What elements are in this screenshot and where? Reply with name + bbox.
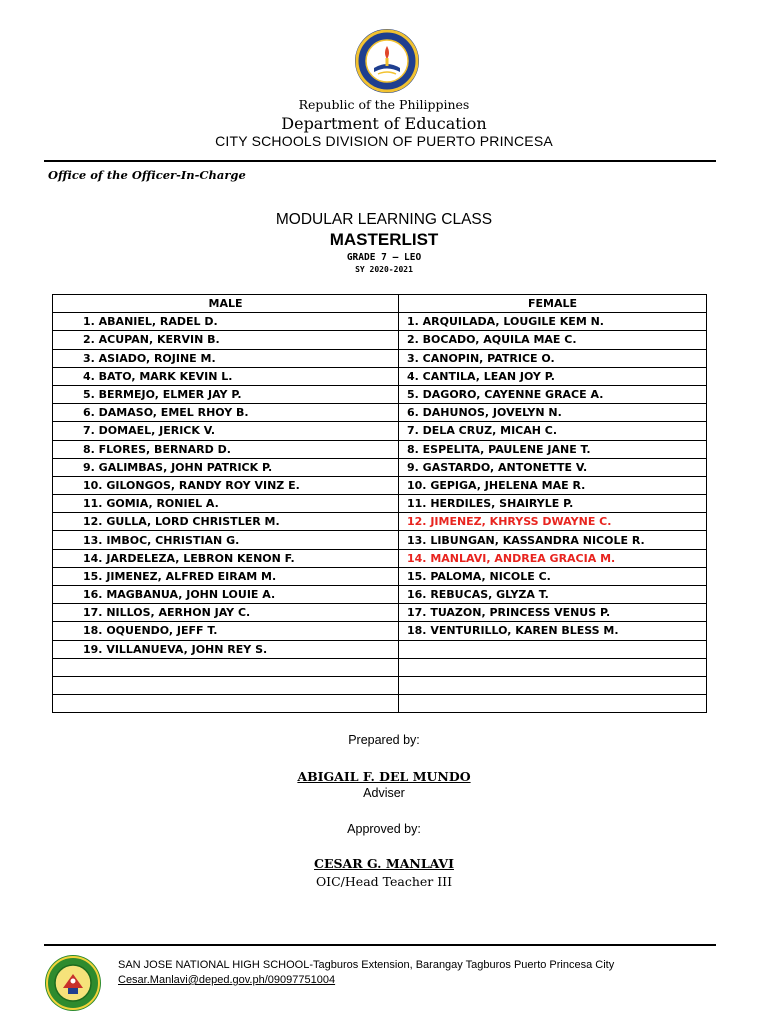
male-student-cell: 18. OQUENDO, JEFF T. [53, 622, 399, 640]
table-header-row [53, 295, 707, 313]
female-student-cell: 1. ARQUILADA, LOUGILE KEM N. [399, 313, 707, 331]
office-label: Office of the Officer-In-Charge [48, 168, 246, 182]
table-row [53, 367, 707, 385]
male-column-header: MALE [53, 295, 399, 313]
table-row [53, 385, 707, 403]
prepared-by-label: Prepared by: [348, 733, 420, 747]
table-row [53, 513, 707, 531]
school-year: SY 2020-2021 [355, 265, 413, 274]
adviser-name: ABIGAIL F. DEL MUNDO [297, 769, 471, 784]
male-student-cell [53, 676, 399, 694]
deped-division-seal-logo [354, 28, 420, 94]
male-student-cell: 7. DOMAEL, JERICK V. [53, 422, 399, 440]
masterlist-body [53, 313, 707, 713]
male-student-cell: 1. ABANIEL, RADEL D. [53, 313, 399, 331]
table-row [53, 549, 707, 567]
female-student-cell: 13. LIBUNGAN, KASSANDRA NICOLE R. [399, 531, 707, 549]
table-row [53, 440, 707, 458]
school-seal-logo [44, 954, 102, 1012]
female-student-cell: 15. PALOMA, NICOLE C. [399, 567, 707, 585]
male-student-cell: 19. VILLANUEVA, JOHN REY S. [53, 640, 399, 658]
approver-role: OIC/Head Teacher III [315, 874, 453, 889]
table-row [53, 604, 707, 622]
male-student-cell: 15. JIMENEZ, ALFRED EIRAM M. [53, 567, 399, 585]
footer-divider [44, 944, 716, 946]
male-student-cell [53, 695, 399, 713]
female-student-cell: 6. DAHUNOS, JOVELYN N. [399, 404, 707, 422]
table-row [53, 640, 707, 658]
female-student-cell [399, 640, 707, 658]
department-heading: Department of Education [281, 114, 487, 133]
male-student-cell: 17. NILLOS, AERHON JAY C. [53, 604, 399, 622]
division-heading: CITY SCHOOLS DIVISION OF PUERTO PRINCESA [215, 133, 553, 149]
male-student-cell: 14. JARDELEZA, LEBRON KENON F. [53, 549, 399, 567]
female-student-cell: 3. CANOPIN, PATRICE O. [399, 349, 707, 367]
female-student-cell: 17. TUAZON, PRINCESS VENUS P. [399, 604, 707, 622]
male-student-cell: 12. GULLA, LORD CHRISTLER M. [53, 513, 399, 531]
female-student-cell: 7. DELA CRUZ, MICAH C. [399, 422, 707, 440]
male-student-cell: 9. GALIMBAS, JOHN PATRICK P. [53, 458, 399, 476]
document-title: MASTERLIST [329, 230, 439, 249]
female-student-cell: 18. VENTURILLO, KAREN BLESS M. [399, 622, 707, 640]
male-student-cell [53, 658, 399, 676]
table-row [53, 476, 707, 494]
table-row [53, 313, 707, 331]
female-student-cell: 4. CANTILA, LEAN JOY P. [399, 367, 707, 385]
table-row [53, 349, 707, 367]
header-divider [44, 160, 716, 162]
table-row [53, 458, 707, 476]
table-row [53, 422, 707, 440]
approved-by-label: Approved by: [347, 822, 421, 836]
document-subtitle: MODULAR LEARNING CLASS [275, 211, 493, 228]
table-row [53, 658, 707, 676]
female-column-header: FEMALE [399, 295, 707, 313]
female-student-cell: 16. REBUCAS, GLYZA T. [399, 586, 707, 604]
male-student-cell: 6. DAMASO, EMEL RHOY B. [53, 404, 399, 422]
male-student-cell: 3. ASIADO, ROJINE M. [53, 349, 399, 367]
male-student-cell: 13. IMBOC, CHRISTIAN G. [53, 531, 399, 549]
female-student-cell: 9. GASTARDO, ANTONETTE V. [399, 458, 707, 476]
table-row [53, 622, 707, 640]
female-student-cell [399, 676, 707, 694]
male-student-cell: 2. ACUPAN, KERVIN B. [53, 331, 399, 349]
contact-link[interactable]: Cesar.Manlavi@deped.gov.ph/09097751004 [118, 974, 336, 986]
female-student-cell: 12. JIMENEZ, KHRYSS DWAYNE C. [399, 513, 707, 531]
table-row [53, 531, 707, 549]
female-student-cell: 5. DAGORO, CAYENNE GRACE A. [399, 385, 707, 403]
female-student-cell [399, 658, 707, 676]
male-student-cell: 16. MAGBANUA, JOHN LOUIE A. [53, 586, 399, 604]
male-student-cell: 8. FLORES, BERNARD D. [53, 440, 399, 458]
male-student-cell: 11. GOMIA, RONIEL A. [53, 495, 399, 513]
male-student-cell: 10. GILONGOS, RANDY ROY VINZ E. [53, 476, 399, 494]
male-student-cell: 5. BERMEJO, ELMER JAY P. [53, 385, 399, 403]
table-row [53, 567, 707, 585]
female-student-cell: 8. ESPELITA, PAULENE JANE T. [399, 440, 707, 458]
table-row [53, 331, 707, 349]
table-row [53, 495, 707, 513]
adviser-role: Adviser [363, 786, 405, 800]
table-row [53, 695, 707, 713]
table-row [53, 404, 707, 422]
table-row [53, 586, 707, 604]
school-address: SAN JOSE NATIONAL HIGH SCHOOL-Tagburos Extension, Barangay Tagburos Puerto Princesa City [118, 959, 615, 971]
female-student-cell: 10. GEPIGA, JHELENA MAE R. [399, 476, 707, 494]
female-student-cell [399, 695, 707, 713]
male-student-cell: 4. BATO, MARK KEVIN L. [53, 367, 399, 385]
table-row [53, 676, 707, 694]
masterlist-table [52, 294, 707, 713]
republic-heading: Republic of the Philippines [298, 97, 470, 112]
female-student-cell: 2. BOCADO, AQUILA MAE C. [399, 331, 707, 349]
female-student-cell: 14. MANLAVI, ANDREA GRACIA M. [399, 549, 707, 567]
female-student-cell: 11. HERDILES, SHAIRYLE P. [399, 495, 707, 513]
approver-name: CESAR G. MANLAVI [314, 856, 454, 871]
grade-section: GRADE 7 – LEO [346, 252, 422, 263]
